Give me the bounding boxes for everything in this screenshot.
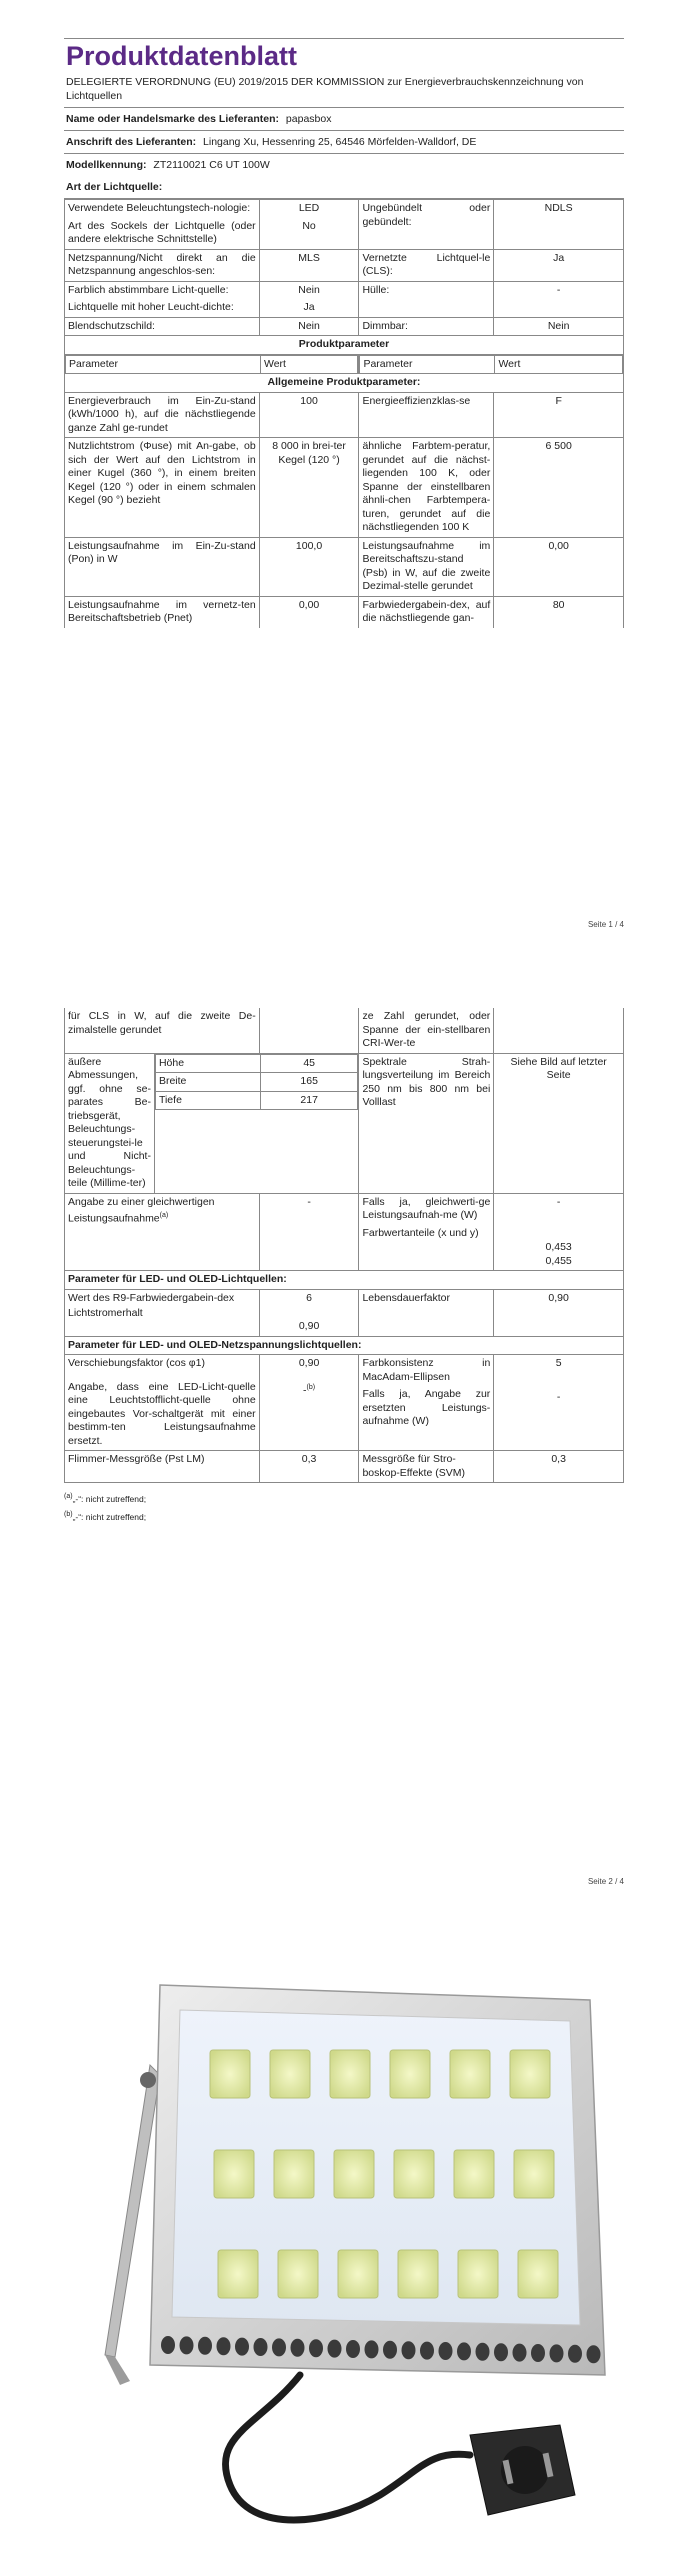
type-value-cell: LED bbox=[259, 200, 359, 218]
dims-label: äußere Abmessungen, ggf. ohne se-parates Be-triebsgerät, Beleuchtungs-steuerungstei-le und Nicht-Beleuchtungs-teile (Millime-ter) bbox=[65, 1053, 155, 1193]
r9-value-cell bbox=[259, 1289, 359, 1336]
type-label-cell: Ungebündelt oder gebündelt: bbox=[359, 200, 494, 250]
type-label-cell: Lichtquelle mit hoher Leucht-dichte: bbox=[65, 299, 260, 317]
fin-hole bbox=[568, 2345, 582, 2363]
table-row bbox=[65, 200, 624, 218]
supplier-name-label: Name oder Handelsmarke des Lieferanten: bbox=[66, 113, 279, 125]
flicker-label: Flimmer-Messgröße (Pst LM) bbox=[65, 1451, 260, 1483]
led-chip bbox=[278, 2250, 318, 2298]
type-value-cell: Ja bbox=[259, 299, 359, 317]
page-title: Produktdatenblatt bbox=[66, 41, 298, 71]
plug-icon bbox=[470, 2425, 575, 2515]
led-chip bbox=[218, 2250, 258, 2298]
dim-name: Tiefe bbox=[155, 1091, 260, 1110]
type-label-cell: Hülle: bbox=[359, 281, 494, 317]
dim-value: 165 bbox=[260, 1073, 357, 1092]
led-chip bbox=[518, 2250, 558, 2298]
maint-label: Lichtstromerhalt bbox=[68, 1307, 143, 1319]
led-chip bbox=[458, 2250, 498, 2298]
led-chip bbox=[394, 2150, 434, 2198]
table-row bbox=[65, 317, 624, 336]
fin-hole bbox=[235, 2338, 249, 2356]
r9-label bbox=[65, 1289, 260, 1336]
regulation-text: DELEGIERTE VERORDNUNG (EU) 2019/2015 DER KOMMISSION zur Energieverbrauchskennzeichnung von Lichtquellen bbox=[64, 73, 624, 108]
dims-cell bbox=[154, 1053, 358, 1193]
led-header: Parameter für LED- und OLED-Lichtquellen: bbox=[65, 1271, 624, 1290]
fin-hole bbox=[587, 2345, 601, 2363]
type-value-cell: Ja bbox=[494, 249, 624, 281]
type-table bbox=[64, 199, 624, 628]
footnote-ref: (b) bbox=[306, 1383, 316, 1391]
led-floodlight-illustration bbox=[0, 1955, 684, 2560]
consist-cell bbox=[359, 1355, 494, 1451]
column-header bbox=[359, 354, 624, 374]
led-chip bbox=[338, 2250, 378, 2298]
fin-hole bbox=[198, 2337, 212, 2355]
param-value-cell: 6 500 bbox=[494, 438, 624, 538]
table-row bbox=[65, 336, 624, 355]
type-label-cell: Vernetzte Lichtquel-le (CLS): bbox=[359, 249, 494, 281]
table-row bbox=[65, 1289, 624, 1336]
dim-value: 217 bbox=[260, 1091, 357, 1110]
led-chip bbox=[334, 2150, 374, 2198]
led-chip bbox=[330, 2050, 370, 2098]
fin-hole bbox=[439, 2342, 453, 2360]
column-header bbox=[65, 354, 359, 374]
param-label-cell: ze Zahl gerundet, oder Spanne der ein-stellbaren CRI-Wer-te bbox=[359, 1008, 494, 1053]
equiv-value: - bbox=[259, 1193, 359, 1271]
type-value-cell: NDLS bbox=[494, 200, 624, 250]
power-cable bbox=[225, 2375, 470, 2520]
table-row bbox=[65, 249, 624, 281]
fin-hole bbox=[402, 2341, 416, 2359]
param-label-cell: Leistungsaufnahme im vernetz-ten Bereitschaftsbetrieb (Pnet) bbox=[65, 596, 260, 628]
type-label-cell: Farblich abstimmbare Licht-quelle: bbox=[65, 281, 260, 299]
spectral-label: Spektrale Strah-lungsverteilung im Bereich 250 nm bis 800 nm bei Volllast bbox=[359, 1053, 494, 1193]
table-row bbox=[65, 374, 624, 393]
type-label: Art der Lichtquelle: bbox=[66, 181, 163, 193]
dim-name: Breite bbox=[155, 1073, 260, 1092]
equiv-right-values bbox=[494, 1193, 624, 1271]
page-number: Seite 2 / 4 bbox=[587, 1877, 624, 1886]
table-row bbox=[65, 1193, 624, 1271]
led-chip bbox=[398, 2250, 438, 2298]
product-image bbox=[0, 1955, 684, 2560]
led-chip bbox=[214, 2150, 254, 2198]
type-label-cell: Verwendete Beleuchtungstech-nologie: bbox=[65, 200, 260, 218]
equiv-x-value: 0,453 bbox=[545, 1241, 572, 1253]
params-table-continued bbox=[64, 1008, 624, 1483]
type-label-cell: Netzspannung/Nicht direkt an die Netzspannung angeschlos-sen: bbox=[65, 249, 260, 281]
table-row bbox=[65, 392, 624, 438]
param-label-cell: Energieverbrauch im Ein-Zu-stand (kWh/1000 h), auf die nächstliegende ganze Zahl ge-rundet bbox=[65, 392, 260, 438]
param-label-cell: für CLS in W, auf die zweite De-zimalstelle gerundet bbox=[65, 1008, 260, 1053]
footnote-b-text: „-“: nicht zutreffend; bbox=[72, 1511, 147, 1522]
type-value-cell: MLS bbox=[259, 249, 359, 281]
led-chip bbox=[390, 2050, 430, 2098]
fin-hole bbox=[550, 2344, 564, 2362]
column-header-param: Parameter bbox=[360, 355, 495, 373]
param-value-cell: 80 bbox=[494, 596, 624, 628]
param-label-cell: Leistungsaufnahme im Ein-Zu-stand (Pon) in W bbox=[65, 537, 260, 596]
fin-hole bbox=[217, 2337, 231, 2355]
type-value-cell: Nein bbox=[494, 317, 624, 336]
supplier-name-row bbox=[64, 108, 624, 131]
param-label-cell: Nutzlichtstrom (Φuse) mit An-gabe, ob sich der Wert auf den Lichtstrom in einer Kugel (360 °), in einem breiten Kegel (120 °) oder in einem schmalen Kegel (90 °) bezieht bbox=[65, 438, 260, 538]
replace-label: Angabe, dass eine LED-Licht-quelle eine Leuchtstofflicht-quelle ohne eingebautes Vor-schaltgerät mit einer bestimm-ten Leistungsaufnahme ersetzt. bbox=[68, 1380, 256, 1447]
param-value-cell: 0,00 bbox=[259, 596, 359, 628]
param-label-cell: ähnliche Farbtem-peratur, gerundet auf die nächst-liegenden 100 K, oder Spanne der einstellbaren ähnli-chen Farbtempera-turen, gerundet auf die nächstliegenden 100 K bbox=[359, 438, 494, 538]
equiv-label-cell bbox=[65, 1193, 260, 1271]
param-value-cell: 0,00 bbox=[494, 537, 624, 596]
fin-hole bbox=[494, 2343, 508, 2361]
replace-r-value: - bbox=[556, 1390, 561, 1403]
type-value-cell: - bbox=[494, 281, 624, 317]
table-row bbox=[65, 354, 624, 374]
mains-header: Parameter für LED- und OLED-Netzspannungslichtquellen: bbox=[65, 1336, 624, 1355]
pf-cell bbox=[65, 1355, 260, 1451]
column-header-value: Wert bbox=[495, 355, 623, 373]
led-chip bbox=[454, 2150, 494, 2198]
page-number: Seite 1 / 4 bbox=[587, 920, 624, 929]
fin-hole bbox=[328, 2340, 342, 2358]
floodlight-housing bbox=[150, 1985, 605, 2375]
fin-hole bbox=[420, 2342, 434, 2360]
type-value-cell: Nein bbox=[259, 317, 359, 336]
general-header: Allgemeine Produktparameter: bbox=[65, 374, 624, 393]
replace-value: - bbox=[303, 1384, 307, 1396]
dim-name: Höhe bbox=[155, 1054, 260, 1073]
fin-hole bbox=[254, 2338, 268, 2356]
footnote-ref: (a) bbox=[159, 1212, 169, 1219]
replace-r-label: Falls ja, Angabe zur ersetzten Leistungs-aufnahme (W) bbox=[362, 1388, 491, 1427]
table-row bbox=[65, 596, 624, 628]
fin-hole bbox=[291, 2339, 305, 2357]
param-value-cell: 100,0 bbox=[259, 537, 359, 596]
pf-value: 0,90 bbox=[298, 1357, 320, 1369]
param-value-cell: 100 bbox=[259, 392, 359, 438]
r9-value: 6 bbox=[306, 1291, 312, 1304]
footnote-a-text: „-“: nicht zutreffend; bbox=[72, 1493, 147, 1504]
params-header: Produktparameter bbox=[65, 336, 624, 355]
equiv-r2-label: Farbwertanteile (x und y) bbox=[362, 1226, 479, 1239]
param-label-cell: Energieeffizienzklas-se bbox=[359, 392, 494, 438]
param-value-cell: F bbox=[494, 392, 624, 438]
table-row bbox=[65, 438, 624, 538]
table-row bbox=[65, 1053, 624, 1193]
supplier-name: papasbox bbox=[285, 113, 332, 125]
datasheet-page-2 bbox=[64, 1008, 624, 1525]
dim-value: 45 bbox=[260, 1054, 357, 1073]
address-label: Anschrift des Lieferanten: bbox=[66, 136, 197, 148]
table-row bbox=[65, 1355, 624, 1451]
table-row bbox=[65, 1451, 624, 1483]
fin-hole bbox=[457, 2342, 471, 2360]
r9-label-text: Wert des R9-Farbwiedergabein-dex bbox=[68, 1291, 235, 1304]
fin-hole bbox=[180, 2336, 194, 2354]
led-chip bbox=[510, 2050, 550, 2098]
footnote-b bbox=[64, 1507, 624, 1525]
led-chip bbox=[274, 2150, 314, 2198]
fin-hole bbox=[531, 2344, 545, 2362]
type-label-cell: Art des Sockels der Lichtquelle (oder andere elektrische Schnittstelle) bbox=[65, 218, 260, 250]
param-label-cell: Leistungsaufnahme im Bereitschaftszu-stand (Psb) in W, auf die zweite Dezimal-stelle gerundet bbox=[359, 537, 494, 596]
fin-hole bbox=[365, 2340, 379, 2358]
column-header-value: Wert bbox=[261, 355, 358, 373]
pf-value-cell bbox=[259, 1355, 359, 1451]
consist-value: 5 bbox=[555, 1357, 562, 1369]
column-header-param: Parameter bbox=[66, 355, 261, 373]
replace-value-wrap bbox=[263, 1381, 356, 1398]
equiv-right-labels bbox=[359, 1193, 494, 1271]
type-value-cell: No bbox=[259, 218, 359, 250]
fin-hole bbox=[346, 2340, 360, 2358]
fin-hole bbox=[309, 2339, 323, 2357]
equiv-r1-value: - bbox=[556, 1195, 561, 1208]
param-label-cell: Farbwiedergabein-dex, auf die nächstliegende gan- bbox=[359, 596, 494, 628]
consist-value-cell bbox=[494, 1355, 624, 1451]
table-row bbox=[65, 1336, 624, 1355]
equiv-label: Angabe zu einer gleichwertigen Leistungsaufnahme bbox=[68, 1195, 215, 1225]
led-chip bbox=[450, 2050, 490, 2098]
table-row bbox=[65, 281, 624, 299]
model-row bbox=[64, 154, 624, 176]
maint-value: 0,90 bbox=[298, 1320, 320, 1332]
address-row bbox=[64, 131, 624, 154]
type-value-cell: Nein bbox=[259, 281, 359, 299]
fin-hole bbox=[161, 2336, 175, 2354]
equiv-r1-label: Falls ja, gleichwerti-ge Leistungsaufnah-me (W) bbox=[362, 1195, 491, 1221]
dims-table bbox=[155, 1054, 358, 1111]
model-label: Modellkennung: bbox=[66, 159, 147, 171]
param-value-cell bbox=[494, 1008, 624, 1053]
led-chip bbox=[210, 2050, 250, 2098]
spectral-value: Siehe Bild auf letzter Seite bbox=[494, 1053, 624, 1193]
led-chip bbox=[514, 2150, 554, 2198]
strobo-value: 0,3 bbox=[494, 1451, 624, 1483]
table-row bbox=[65, 537, 624, 596]
equiv-y-value: 0,455 bbox=[545, 1254, 572, 1267]
pf-label: Verschiebungsfaktor (cos φ1) bbox=[68, 1357, 205, 1369]
param-value-cell bbox=[259, 1008, 359, 1053]
type-label-cell: Blendschutzschild: bbox=[65, 317, 260, 336]
datasheet-page-1 bbox=[64, 38, 624, 628]
strobo-label: Messgröße für Stro-boskop-Effekte (SVM) bbox=[359, 1451, 494, 1483]
led-chip bbox=[270, 2050, 310, 2098]
table-row bbox=[65, 1271, 624, 1290]
fin-hole bbox=[513, 2344, 527, 2362]
table-row bbox=[65, 1008, 624, 1053]
fin-hole bbox=[272, 2338, 286, 2356]
model: ZT2110021 C6 UT 100W bbox=[153, 159, 270, 171]
life-value: 0,90 bbox=[494, 1289, 624, 1336]
address: Lingang Xu, Hessenring 25, 64546 Mörfelden-Walldorf, DE bbox=[203, 136, 477, 148]
consist-label: Farbkonsistenz in MacAdam-Ellipsen bbox=[362, 1357, 491, 1383]
footnote-b-mark: (b) bbox=[64, 1510, 73, 1518]
flicker-value: 0,3 bbox=[259, 1451, 359, 1483]
fin-hole bbox=[476, 2343, 490, 2361]
footnote-a bbox=[64, 1489, 624, 1507]
type-label-row bbox=[64, 176, 624, 199]
fin-hole bbox=[383, 2341, 397, 2359]
param-value-cell: 8 000 in brei-ter Kegel (120 °) bbox=[259, 438, 359, 538]
type-label-cell: Dimmbar: bbox=[359, 317, 494, 336]
life-label: Lebensdauerfaktor bbox=[359, 1289, 494, 1336]
footnote-a-mark: (a) bbox=[64, 1493, 73, 1500]
